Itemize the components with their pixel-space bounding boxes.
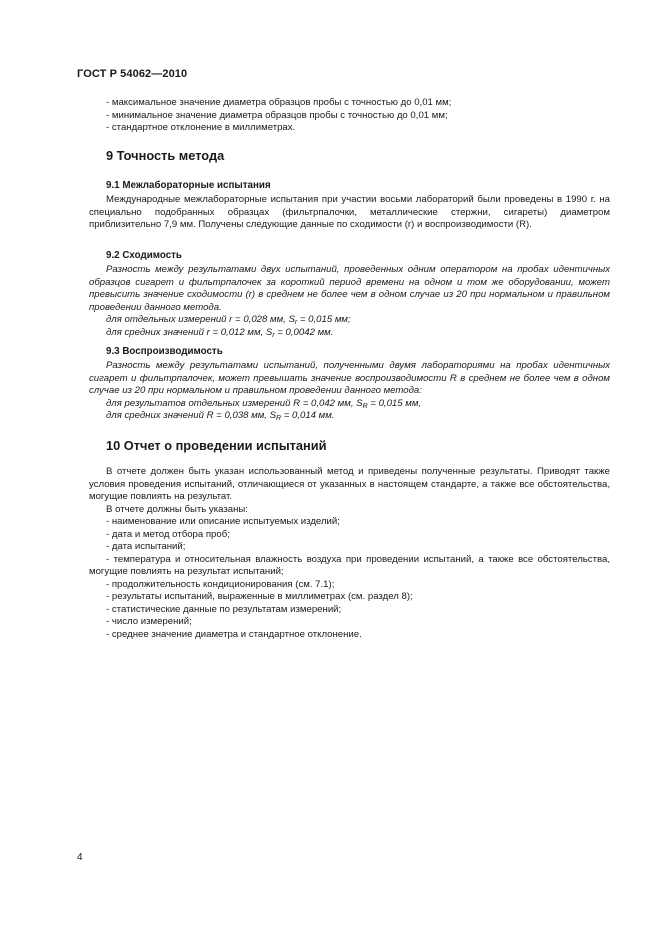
section-10-heading: 10 Отчет о проведении испытаний bbox=[106, 438, 327, 453]
page-number: 4 bbox=[77, 852, 83, 863]
list-item: - число измерений; bbox=[106, 616, 192, 627]
list-item: - температура и относительная влажность воздуха при проведении испытаний, а также все обстоятельства, могущие повлиять на результат испытаний; bbox=[89, 553, 610, 577]
list-item: - дата и метод отбора проб; bbox=[106, 528, 230, 540]
repeatability-line-individual: для отдельных измерений r = 0,028 мм, $S_r = 0,015$ мм; bbox=[106, 314, 351, 326]
subsection-9-1-text: Международные межлабораторные испытания при участии восьми лабораторий были проведены в 1990 г. на специально подобранных образцах (фильтрпалочки, металлические стержни, сигареты) диаметром приблизительно 7,9 мм. Получены следующие данные по сходимости (r) и воспроизводимости (R). bbox=[89, 194, 610, 230]
subsection-9-3-text: Разность между результатами испытаний, полученными двумя лабораториями на пробах идентичных сигарет и фильтрпалочек, может превышать значение воспроизводимости R в среднем не более чем в одном случае из 20 при нормальном и правильном проведении данного метода: bbox=[89, 360, 610, 396]
section-10-list-intro: В отчете должны быть указаны: bbox=[106, 503, 248, 515]
list-item: - минимальное значение диаметра образцов пробы с точностью до 0,01 мм; bbox=[106, 109, 448, 121]
reproducibility-line-individual: для результатов отдельных измерений R = 0,042 мм, $S_R = 0,015$ мм, bbox=[106, 397, 422, 410]
subsection-9-2-heading: 9.2 Сходимость bbox=[106, 250, 182, 261]
subsection-9-2-text: Разность между результатами двух испытаний, проведенных одним оператором на пробах идентичных образцов сигарет и фильтрпалочек за короткий период времени на одном и том же оборудовании, может превысить значение сходимости (r) в среднем не более чем в одном случае из 20 при нормальном и правильном проведении данного метода. bbox=[89, 264, 610, 313]
repeatability-line-mean: для средних значений r = 0,012 мм, $S_r = 0,0042$ мм. bbox=[106, 326, 334, 339]
subsection-9-2 bbox=[89, 250, 610, 339]
list-item: - дата испытаний; bbox=[106, 541, 186, 552]
list-item: - среднее значение диаметра и стандартное отклонение. bbox=[106, 628, 362, 640]
list-item: - статистические данные по результатам измерений; bbox=[106, 603, 342, 615]
list-item: - стандартное отклонение в миллиметрах. bbox=[106, 122, 296, 133]
reproducibility-line-mean: для средних значений R = 0,038 мм, $S_R = 0,014$ мм. bbox=[106, 410, 335, 422]
list-item: - максимальное значение диаметра образцов пробы с точностью до 0,01 мм; bbox=[106, 97, 452, 108]
subsection-9-1 bbox=[89, 180, 610, 232]
subsection-9-3-heading: 9.3 Воспроизводимость bbox=[106, 346, 223, 357]
list-item: - результаты испытаний, выраженные в миллиметрах (см. раздел 8); bbox=[106, 591, 413, 602]
intro-list bbox=[89, 97, 610, 135]
section-10-paragraph: В отчете должен быть указан использованный метод и приведены полученные результаты. Приводят также условия проведения испытаний, отличающиеся от указанных в настоящем стандарте, а также все обстоятельства, могущие повлиять на результат. bbox=[89, 466, 610, 502]
section-10-body bbox=[89, 466, 610, 641]
section-9-heading: 9 Точность метода bbox=[106, 148, 225, 163]
subsection-9-1-heading: 9.1 Межлабораторные испытания bbox=[106, 180, 271, 191]
document-code: ГОСТ Р 54062—2010 bbox=[77, 68, 188, 80]
subsection-9-3 bbox=[89, 346, 610, 423]
list-item: - наименование или описание испытуемых изделий; bbox=[106, 516, 340, 527]
list-item: - продолжительность кондиционирования (см. 7.1); bbox=[106, 578, 335, 590]
